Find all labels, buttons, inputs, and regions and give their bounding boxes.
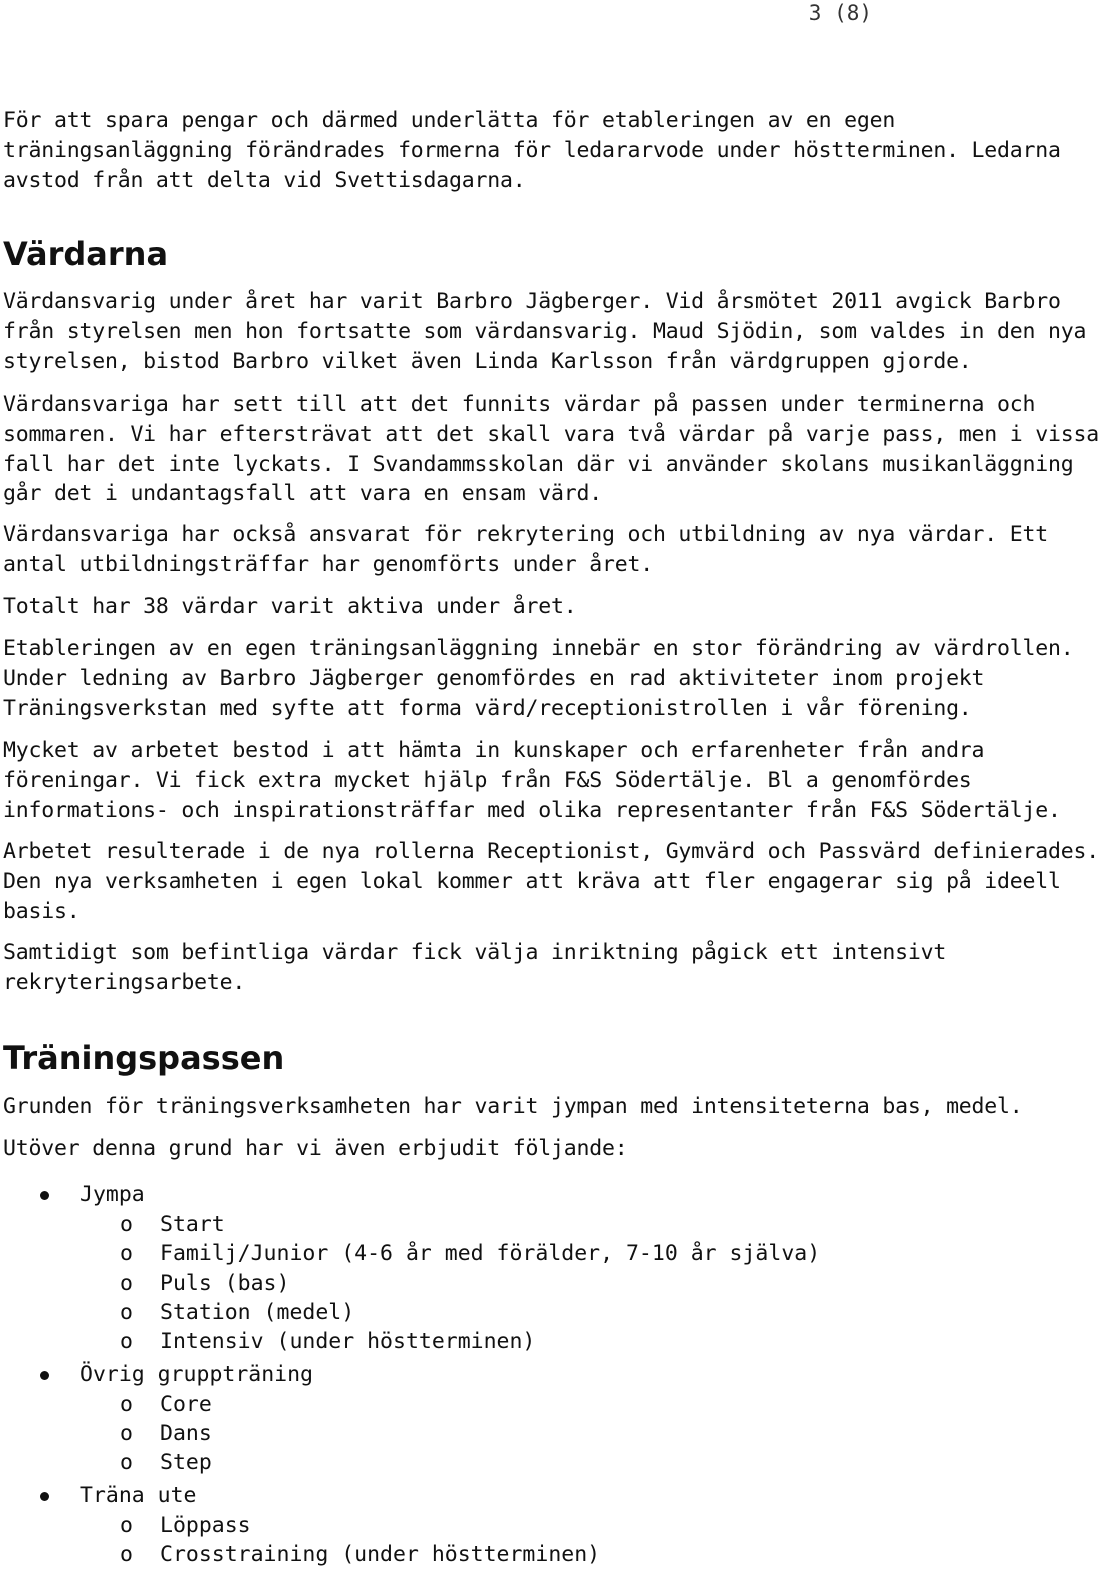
text-line: basis. [3,898,80,924]
text-line: För att spara pengar och därmed underlätta för etableringen av en egen [3,108,896,133]
text-line: Under ledning av Barbro Jägberger genomfördes en rad aktiviteter inom projekt [3,665,985,691]
paragraph [3,520,1049,580]
text-line: går det i undantagsfall att vara en ensam värd. [3,481,602,507]
text-line: Grunden för träningsverksamheten har varit jympan med intensiteterna bas, medel. [3,1094,1023,1119]
list-item-ovrig-grupptraning: Övrig gruppträning [80,1362,313,1387]
text-line: sommaren. Vi har eftersträvat att det skall vara två värdar på varje pass, men i vissa [3,421,1099,447]
sub-list-item: Intensiv (under höstterminen) [160,1329,536,1354]
text-line: Värdansvariga har också ansvarat för rekrytering och utbildning av nya värdar. Ett [3,522,1049,547]
sub-list-item: Puls (bas) [160,1271,290,1296]
circle-bullet-icon: o [120,1300,133,1325]
sub-list-item: Step [160,1450,212,1475]
text-line: Värdansvariga har sett till att det funnits värdar på passen under terminerna och [3,392,1036,417]
list-item-jympa: Jympa [80,1182,145,1207]
sub-list-item: Station (medel) [160,1300,355,1325]
circle-bullet-icon: o [120,1450,133,1475]
sub-list-item: Familj/Junior (4-6 år med förälder, 7-10 år själva) [160,1241,821,1266]
text-line: Arbetet resulterade i de nya rollerna Receptionist, Gymvärd och Passvärd definierades. [3,839,1099,864]
text-line: föreningar. Vi fick extra mycket hjälp från F&S Södertälje. Bl a genomfördes [3,767,972,793]
paragraph [3,1134,958,1164]
text-line: träningsanläggning förändrades formerna för ledararvode under höstterminen. Ledarna [3,137,1061,163]
circle-bullet-icon: o [120,1271,133,1296]
circle-bullet-icon: o [120,1329,133,1354]
text-line: Utöver denna grund har vi även erbjudit följande: [3,1136,628,1161]
circle-bullet-icon: o [120,1542,133,1567]
paragraph [3,390,1099,509]
sub-list-item: Dans [160,1421,212,1446]
paragraph [3,287,1087,376]
bullet-icon [40,1191,49,1200]
section-heading-traningspassen: Träningspassen [3,1039,285,1077]
paragraph [3,837,1099,926]
circle-bullet-icon: o [120,1392,133,1417]
text-line: styrelsen, bistod Barbro vilket även Linda Karlsson från värdgruppen gjorde. [3,348,972,374]
text-line: Mycket av arbetet bestod i att hämta in kunskaper och erfarenheter från andra [3,738,985,763]
sub-list-item: Start [160,1212,225,1237]
paragraph [3,1092,1023,1122]
text-line: antal utbildningsträffar har genomförts under året. [3,551,653,577]
paragraph [3,938,958,998]
list-item-trana-ute: Träna ute [80,1483,197,1508]
paragraph [3,634,1074,723]
sub-list-item: Core [160,1392,212,1417]
intro-paragraph [3,106,1061,195]
text-line: avstod från att delta vid Svettisdagarna. [3,167,526,193]
circle-bullet-icon: o [120,1212,133,1237]
text-line: rekryteringsarbete. [3,969,246,995]
text-line: fall har det inte lyckats. I Svandammsskolan där vi använder skolans musikanläggning [3,451,1074,477]
sub-list-item: Löppass [160,1513,251,1538]
text-line: Träningsverkstan med syfte att forma värd/receptionistrollen i vår förening. [3,695,972,721]
bullet-icon [40,1492,49,1501]
section-heading-vardarna: Värdarna [3,235,169,273]
paragraph [3,736,1061,825]
text-line: från styrelsen men hon fortsatte som värdansvarig. Maud Sjödin, som valdes in den nya [3,318,1087,344]
text-line: Den nya verksamheten i egen lokal kommer att kräva att fler engagerar sig på ideell [3,868,1061,894]
sub-list-item: Crosstraining (under höstterminen) [160,1542,601,1567]
text-line: informations- och inspirationsträffar med olika representanter från F&S Södertälje. [3,797,1061,823]
page-number: 3 (8) [808,1,872,25]
bullet-icon [40,1371,49,1380]
circle-bullet-icon: o [120,1421,133,1446]
text-line: Etableringen av en egen träningsanläggning innebär en stor förändring av värdrollen. [3,636,1074,661]
circle-bullet-icon: o [120,1241,133,1266]
text-line: Samtidigt som befintliga värdar fick välja inriktning pågick ett intensivt [3,940,947,965]
paragraph [3,592,958,622]
circle-bullet-icon: o [120,1513,133,1538]
text-line: Totalt har 38 värdar varit aktiva under året. [3,594,577,619]
text-line: Värdansvarig under året har varit Barbro Jägberger. Vid årsmötet 2011 avgick Barbro [3,289,1061,314]
